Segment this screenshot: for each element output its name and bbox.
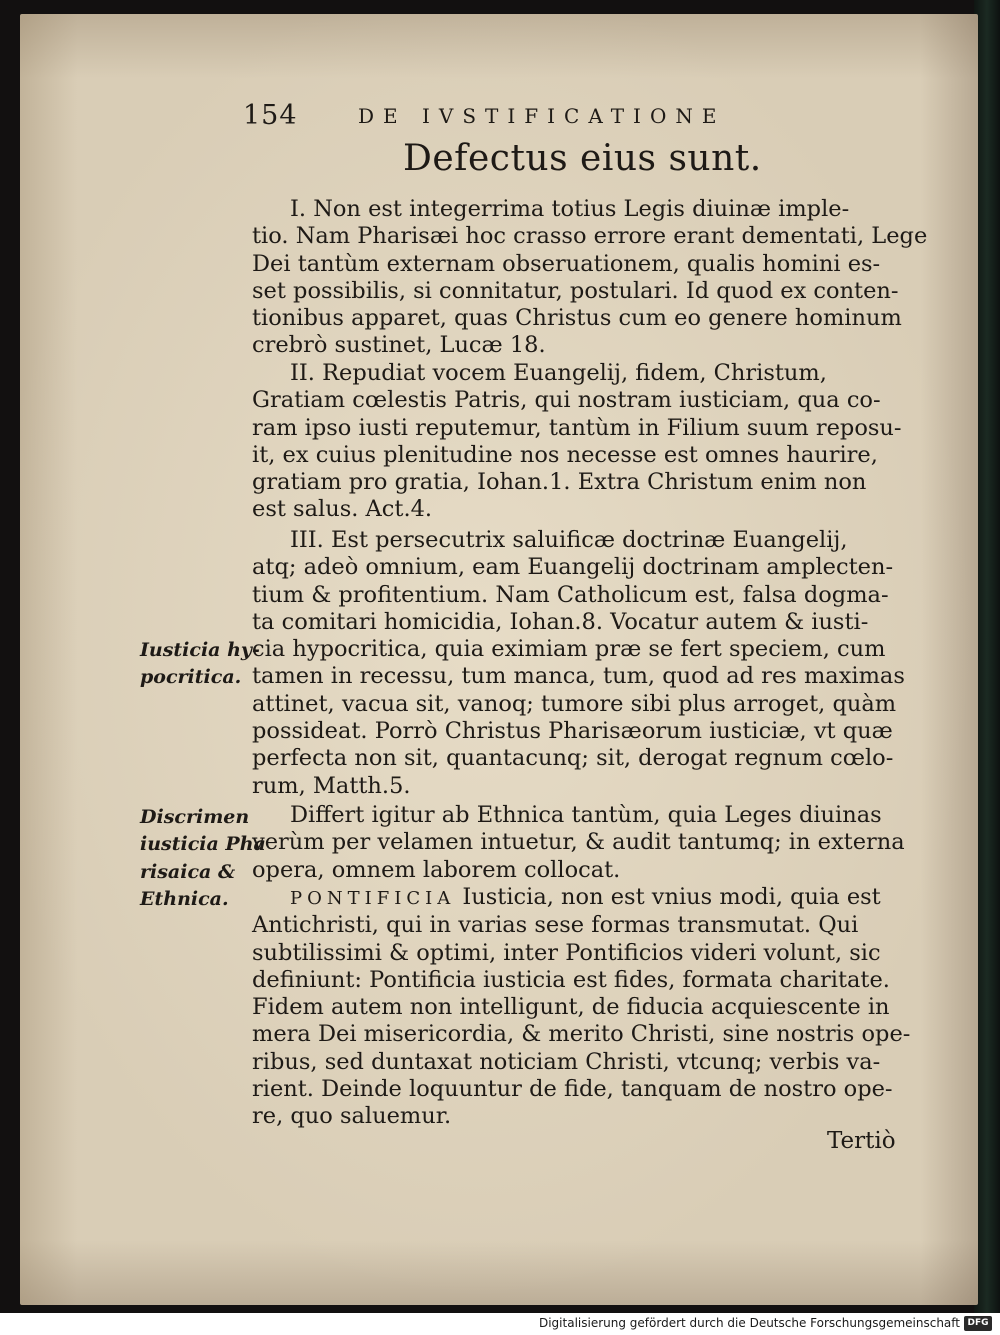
margin-note-discrimen	[140, 804, 266, 913]
text-line: gratiam pro gratia, Iohan.1. Extra Christum enim non	[252, 469, 867, 496]
text-line: cia hypocritica, quia eximiam præ se fert speciem, cum	[252, 636, 886, 663]
paragraph-4	[252, 802, 905, 884]
digitization-credit: Digitalisierung gefördert durch die Deutsche Forschungsgemeinschaft	[538, 1316, 960, 1330]
text-line: rum, Matth.5.	[252, 772, 411, 799]
text-line: Gratiam cœlestis Patris, qui nostram iusticiam, qua co-	[252, 387, 881, 414]
margin-note-line: Ethnica.	[140, 887, 229, 910]
text-line: verùm per velamen intuetur, & audit tantumq; in externa	[252, 829, 905, 856]
margin-note-line: risaica &	[140, 860, 236, 883]
text-line: crebrò sustinet, Lucæ 18.	[252, 332, 546, 359]
text-line: re, quo saluemur.	[252, 1103, 452, 1130]
paragraph-1	[252, 196, 928, 360]
text-line: Dei tantùm externam obseruationem, qualis homini es-	[252, 250, 881, 277]
text-line: tium & profitentium. Nam Catholicum est, falsa dogma-	[252, 581, 889, 608]
page-number: 154	[243, 100, 298, 131]
text-line: Fidem autem non intelligunt, de fiducia acquiescente in	[252, 994, 890, 1021]
text-line: rient. Deinde loquuntur de fide, tanquam de nostro ope-	[252, 1076, 893, 1103]
text-line: Antichristi, qui in varias sese formas transmutat. Qui	[252, 912, 859, 939]
text-line: subtilissimi & optimi, inter Pontificios videri volunt, sic	[252, 939, 881, 966]
text-line: est salus. Act.4.	[252, 496, 433, 523]
running-title: DE IVSTIFICATIONE	[358, 104, 726, 128]
small-caps-word: PONTIFICIA	[290, 888, 456, 909]
margin-note-line: iusticia Pha	[140, 833, 266, 856]
text-line: opera, omnem laborem collocat.	[252, 856, 621, 883]
margin-note-hypocritica	[140, 637, 260, 692]
text-line: possideat. Porrò Christus Pharisæorum iusticiæ, vt quæ	[252, 718, 893, 745]
footer-bar	[0, 1313, 1000, 1335]
text-line: ribus, sed duntaxat noticiam Christi, vtcunq; verbis va-	[252, 1048, 881, 1075]
margin-note-line: pocritica.	[140, 666, 242, 689]
margin-note-line: Discrimen	[140, 806, 250, 828]
text-line: mera Dei misericordia, & merito Christi, sine nostris ope-	[252, 1021, 911, 1048]
paragraph-5	[252, 884, 911, 1131]
text-line: tamen in recessu, tum manca, tum, quod ad res maximas	[252, 663, 905, 690]
running-head	[243, 100, 783, 136]
paragraph-3	[252, 527, 905, 800]
text-run: Iusticia, non est vnius modi, quia est	[455, 884, 881, 910]
margin-note-line: Iusticia hy-	[140, 639, 260, 661]
text-line: it, ex cuius plenitudine nos necesse est omnes haurire,	[252, 441, 878, 468]
text-line: attinet, vacua sit, vanoq; tumore sibi plus arroget, quàm	[252, 690, 897, 717]
text-line: definiunt: Pontificia iusticia est fides, formata charitate.	[252, 966, 890, 993]
text-line: ta comitari homicidia, Iohan.8. Vocatur autem & iusti-	[252, 608, 869, 635]
text-line	[252, 884, 902, 912]
text-line: I. Non est integerrima totius Legis diuinæ imple-	[290, 196, 850, 222]
catchword: Tertiò	[827, 1128, 896, 1154]
text-line: set possibilis, si connitatur, postulari. Id quod ex conten-	[252, 277, 899, 304]
text-line: Differt igitur ab Ethnica tantùm, quia Leges diuinas	[290, 802, 882, 828]
text-line: perfecta non sit, quantacunq; sit, derogat regnum cœlo-	[252, 745, 894, 772]
section-heading: Defectus eius sunt.	[403, 138, 762, 179]
text-line: tio. Nam Pharisæi hoc crasso errore erant dementati, Lege	[252, 223, 928, 250]
text-line: atq; adeò omnium, eam Euangelij doctrinam amplecten-	[252, 554, 894, 581]
text-line: II. Repudiat vocem Euangelij, fidem, Christum,	[290, 360, 827, 386]
text-line: ram ipso iusti reputemur, tantùm in Filium suum reposu-	[252, 414, 902, 441]
dfg-logo-icon: DFG	[964, 1316, 992, 1331]
text-line: tionibus apparet, quas Christus cum eo genere hominum	[252, 305, 902, 332]
text-line: III. Est persecutrix saluificæ doctrinæ Euangelij,	[290, 527, 848, 553]
paragraph-2	[252, 360, 902, 524]
